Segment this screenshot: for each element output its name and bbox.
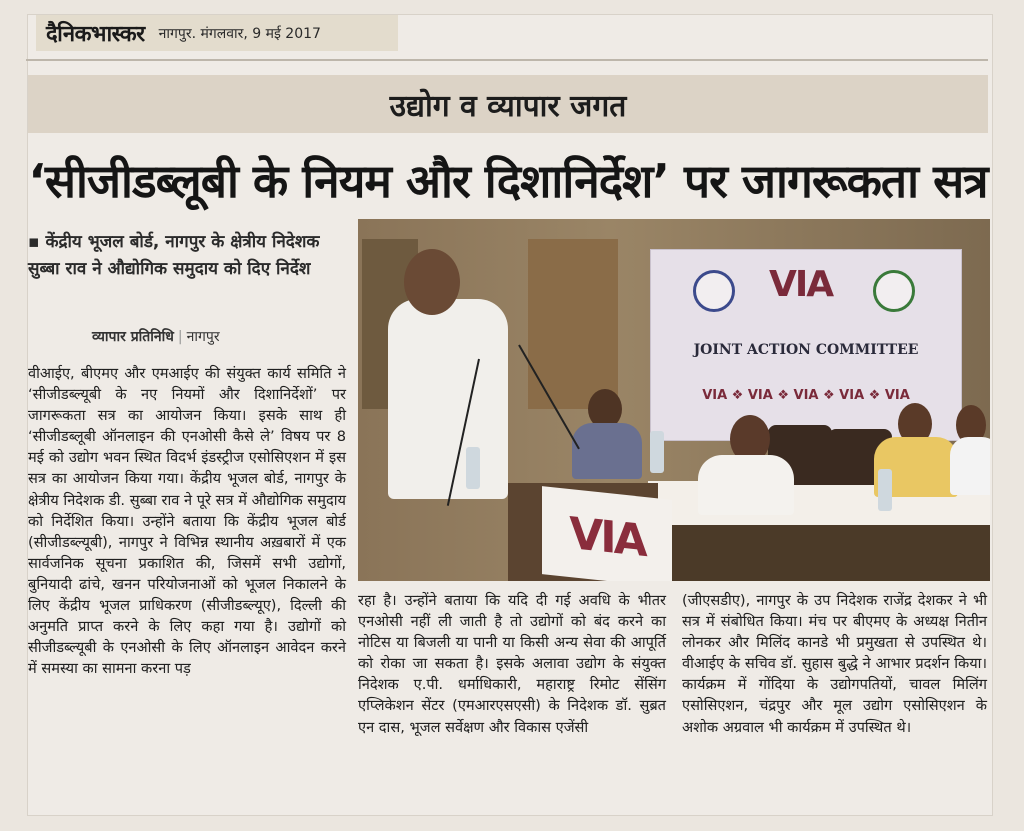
section-band [28, 75, 988, 133]
banner-title: JOINT ACTION COMMITTEE [693, 342, 919, 358]
byline-author: व्यापार प्रतिनिधि [92, 329, 174, 345]
headline: ‘सीजीडब्लूबी के नियम और दिशानिर्देश’ पर जागरूकता सत्र [28, 154, 988, 208]
water-bottle [650, 431, 664, 473]
top-rule [26, 59, 988, 61]
byline [92, 327, 220, 346]
water-bottle [878, 469, 892, 511]
podium-via-logo: VIA [542, 486, 672, 581]
person [698, 455, 794, 515]
speaker [388, 299, 508, 499]
banner-strip: VIA ❖ VIA ❖ VIA ❖ VIA ❖ VIA [702, 387, 910, 403]
article-column-2: रहा है। उन्होंने बताया कि यदि दी गई अवधि के भीतर एनओसी नहीं ली जाती है तो उद्योगों को बंद करने का नोटिस या बिजली या पानी या किसी अन्य सेवा की आपूर्ति को रोका जा सकता है। इसके अलावा उद्योग के संयुक्त निदेशक ए.पी. धर्माधिकारी, महाराष्ट्र रिमोट सेंसिंग एप्लिकेशन सेंटर (एमआरएसएसी) के निदेशक डॉ. सुब्रत एन दास, भूजल सर्वेक्षण और विकास एजेंसी [358, 592, 666, 736]
masthead [36, 15, 398, 51]
article-column-3: (जीएसडीए), नागपुर के उप निदेशक राजेंद्र देशकर ने भी सत्र में संबोधित किया। मंच पर बीएमए के अध्यक्ष नितीन लोनकर और मिलिंद कानडे भी प्रमुखता से उपस्थित थे। वीआईए के सचिव डॉ. सुहास बुद्धे ने आभार प्रदर्शन किया। कार्यक्रम में गोंदिया के उद्योगपतियों, चावल मिलिंग एसोसिएशन, चंद्रपुर और मूल उद्योग एसोसिएशन के अशोक अग्रवाल भी कार्यक्रम में उपस्थित थे। [682, 592, 987, 736]
section-title: उद्योग व व्यापार जगत [389, 88, 627, 124]
deck-subheading: ▪ केंद्रीय भूजल बोर्ड, नागपुर के क्षेत्रीय निदेशक सुब्बा राव ने औद्योगिक समुदाय को दिए निर्देश [28, 232, 320, 279]
water-bottle [466, 447, 480, 489]
speaker [404, 249, 460, 315]
newspaper-clipping [28, 15, 992, 815]
byline-separator: | [177, 329, 183, 345]
dateline: नागपुर. मंगलवार, 9 मई 2017 [158, 25, 321, 42]
byline-place: नागपुर [186, 329, 220, 345]
emblem-logo [693, 270, 735, 312]
emblem-logo [873, 270, 915, 312]
newspaper-name: दैनिकभास्कर [46, 22, 145, 47]
article-column-1: वीआईए, बीएमए और एमआईए की संयुक्त कार्य समिति ने ‘सीजीडब्ल्यूबी के नए नियमों और दिशानिर्देशों’ पर जागरूकता सत्र का आयोजन किया। इसके साथ ही ‘सीजीडब्लूबी ऑनलाइन की एनओसी कैसे ले’ विषय पर 8 मई को उद्योग भवन स्थित विदर्भ इंडस्ट्रीज एसोसिएशन में इस सत्र का आयोजन किया गया। केंद्रीय भूजल बोर्ड, नागपुर के क्षेत्रीय निदेशक डी. सुब्बा राव ने पूरे सत्र में औद्योगिक समुदाय को निर्देशित किया। उन्होंने बताया कि केंद्रीय भूजल बोर्ड (सीजीडब्ल्यूबी), नागपुर ने विभिन्न स्थानीय अख़बारों में एक सार्वजनिक सूचना प्रकाशित की, जिसमें सभी उद्योगों, बुनियादी ढांचे, खनन परियोजनाओं को भूजल निकालने के लिए केंद्रीय भूजल प्राधिकरण (सीजीडब्ल्यूए), दिल्ली की अनुमति प्राप्त करने के लिए कहा गया है। उद्योगों को सीजीडब्ल्यूबी के एनओसी के लिए ऑनलाइन आवेदन करने में समस्या का सामना करना पड़ [28, 365, 346, 678]
person [950, 437, 990, 495]
event-photo [358, 219, 990, 581]
person [572, 423, 642, 479]
via-logo: VIA [769, 264, 833, 305]
